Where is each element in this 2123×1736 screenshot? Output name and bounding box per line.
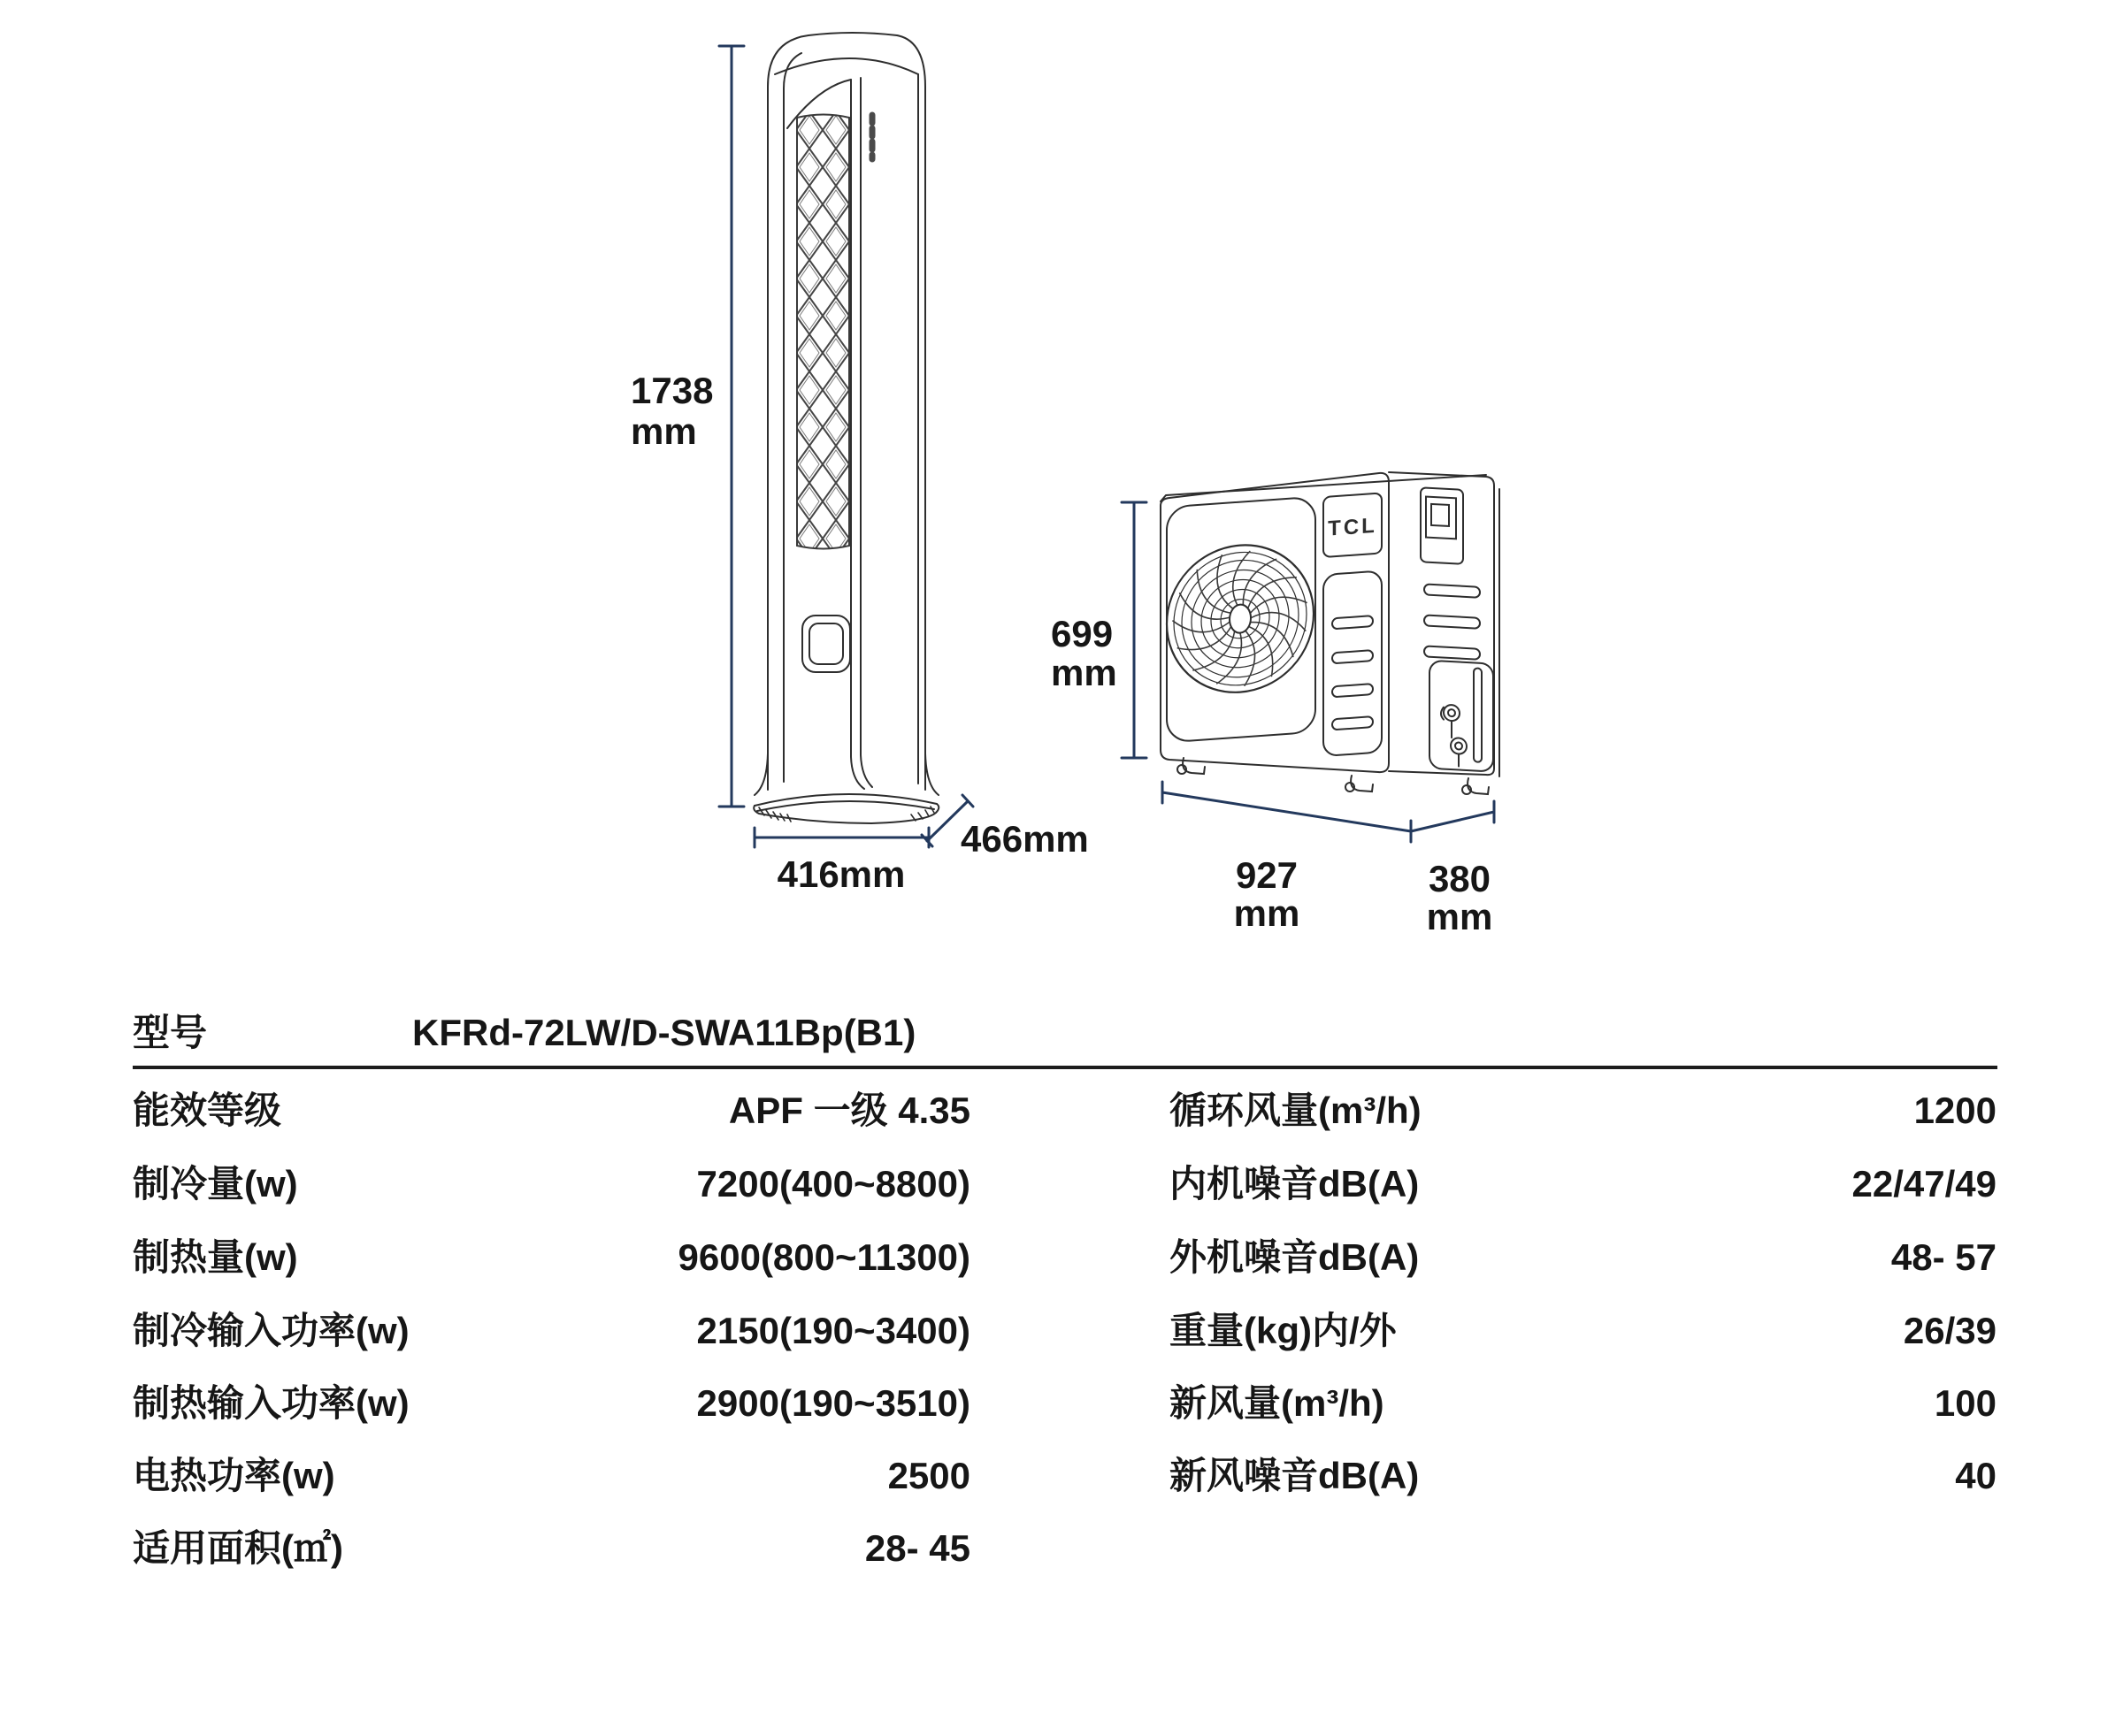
spec-label: 外机噪音dB(A) — [1169, 1236, 1420, 1278]
indoor-height-value: 1738 — [631, 370, 714, 411]
spec-value: 2500 — [887, 1455, 970, 1496]
spec-label: 内机噪音dB(A) — [1169, 1163, 1420, 1204]
outdoor-height-unit: mm — [1051, 652, 1117, 693]
spec-value: 22/47/49 — [1851, 1163, 1997, 1204]
outdoor-height-value: 699 — [1051, 613, 1114, 654]
table-row — [0, 1457, 2123, 1495]
table-divider — [133, 1066, 1997, 1069]
spec-value: 48- 57 — [1890, 1236, 1997, 1278]
indoor-width-label: 416mm — [777, 853, 906, 895]
dimension-labels — [631, 370, 1492, 937]
indoor-unit-drawing — [754, 33, 939, 823]
table-row — [0, 1529, 2123, 1568]
outdoor-unit-drawing — [1161, 472, 1499, 794]
model-label: 型号 — [133, 1012, 208, 1053]
tcl-logo-text: TCL — [1328, 513, 1377, 541]
table-row — [0, 1091, 2123, 1130]
spec-label: 电热功率(w) — [133, 1455, 335, 1496]
outdoor-depth-value: 380 — [1428, 858, 1491, 899]
spec-value: APF 一级 4.35 — [728, 1090, 970, 1131]
spec-value: 1200 — [1913, 1090, 1997, 1131]
outdoor-width-value: 927 — [1235, 854, 1299, 896]
spec-label: 新风量(m³/h) — [1169, 1382, 1384, 1424]
spec-label: 制冷输入功率(w) — [133, 1310, 410, 1351]
table-row — [0, 1238, 2123, 1277]
table-row — [0, 1384, 2123, 1423]
indoor-height-unit: mm — [631, 410, 697, 452]
spec-label: 新风噪音dB(A) — [1169, 1455, 1420, 1496]
spec-value: 28- 45 — [864, 1527, 970, 1569]
model-row — [0, 1013, 2123, 1052]
spec-value: 7200(400~8800) — [696, 1163, 970, 1204]
spec-value: 2150(190~3400) — [696, 1310, 970, 1351]
spec-label: 循环风量(m³/h) — [1169, 1090, 1422, 1131]
spec-label: 制热输入功率(w) — [133, 1382, 410, 1424]
spec-value: 26/39 — [1903, 1310, 1997, 1351]
table-row — [0, 1165, 2123, 1204]
spec-value: 100 — [1934, 1382, 1997, 1424]
model-value: KFRd-72LW/D-SWA11Bp(B1) — [412, 1012, 916, 1053]
spec-value: 40 — [1955, 1455, 1997, 1496]
table-row — [0, 1312, 2123, 1350]
spec-label: 重量(kg)内/外 — [1169, 1310, 1397, 1351]
outdoor-depth-unit: mm — [1426, 896, 1493, 937]
indoor-depth-label: 466mm — [961, 818, 1089, 860]
spec-label: 制热量(w) — [133, 1236, 298, 1278]
spec-label: 制冷量(w) — [133, 1163, 298, 1204]
spec-label: 适用面积(㎡) — [133, 1527, 343, 1569]
spec-label: 能效等级 — [133, 1090, 282, 1131]
spec-value: 9600(800~11300) — [678, 1236, 970, 1278]
spec-value: 2900(190~3510) — [696, 1382, 970, 1424]
outdoor-width-unit: mm — [1233, 892, 1300, 934]
